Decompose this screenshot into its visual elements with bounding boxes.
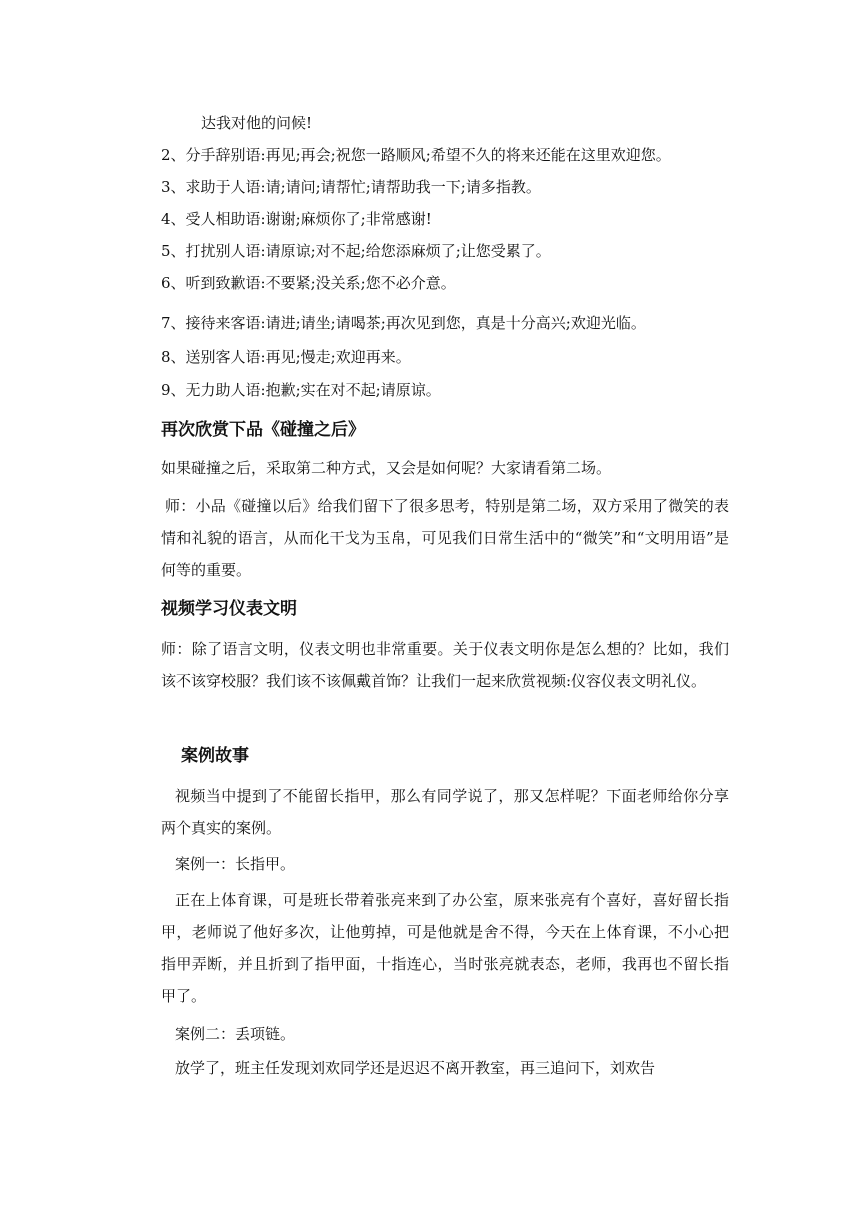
list-item-7: 7、接待来客语:请进;请坐;请喝茶;再次见到您，真是十分高兴;欢迎光临。: [161, 314, 646, 332]
list-item-2: 2、分手辞别语:再见;再会;祝您一路顺风;希望不久的将来还能在这里欢迎您。: [161, 146, 671, 164]
paragraph-teacher-reflection: 师：小品《碰撞以后》给我们留下了很多思考，特别是第二场，双方采用了微笑的表情和礼貌的语言，从而化干戈为玉帛，可见我们日常生活中的“微笑”和“文明用语”是何等的重要。: [161, 497, 729, 579]
list-item-6: 6、听到致歉语:不要紧;没关系;您不必介意。: [161, 274, 456, 292]
paragraph-case-one: 正在上体育课，可是班长带着张亮来到了办公室，原来张亮有个喜好，喜好留长指甲，老师说了他好多次，让他剪掉，可是他就是舍不得，今天在上体育课，不小心把指甲弄断，并且折到了指甲面，十指连心，当时张亮就表态，老师，我再也不留长指甲了。: [161, 891, 729, 1005]
list-item-4: 4、受人相助语:谢谢;麻烦你了;非常感谢!: [161, 210, 432, 228]
section-heading-cases: 案例故事: [181, 746, 249, 766]
paragraph-second-scene: 如果碰撞之后，采取第二种方式，又会是如何呢？大家请看第二场。: [161, 459, 612, 477]
list-item-9: 9、无力助人语:抱歉;实在对不起;请原谅。: [161, 381, 441, 399]
paragraph-appearance: 师：除了语言文明，仪表文明也非常重要。关于仪表文明你是怎么想的？比如，我们该不该穿校服？我们该不该佩戴首饰？让我们一起来欣赏视频:仪容仪表文明礼仪。: [161, 640, 729, 690]
section-heading-skit: 再次欣赏下品《碰撞之后》: [161, 420, 365, 440]
case-one-title: 案例一：长指甲。: [175, 855, 296, 873]
paragraph-case-intro: 视频当中提到了不能留长指甲，那么有同学说了，那又怎样呢？下面老师给你分享两个真实的案例。: [161, 787, 729, 837]
section-heading-video: 视频学习仪表文明: [161, 599, 297, 619]
greeting-line: 达我对他的问候!: [201, 114, 313, 132]
paragraph-case-two: 放学了，班主任发现刘欢同学还是迟迟不离开教室，再三追问下，刘欢告: [175, 1059, 656, 1077]
list-item-3: 3、求助于人语:请;请问;请帮忙;请帮助我一下;请多指教。: [161, 178, 541, 196]
list-item-8: 8、送别客人语:再见;慢走;欢迎再来。: [161, 348, 411, 366]
case-two-title: 案例二：丢项链。: [175, 1025, 296, 1043]
list-item-5: 5、打扰别人语:请原谅;对不起;给您添麻烦了;让您受累了。: [161, 242, 551, 260]
